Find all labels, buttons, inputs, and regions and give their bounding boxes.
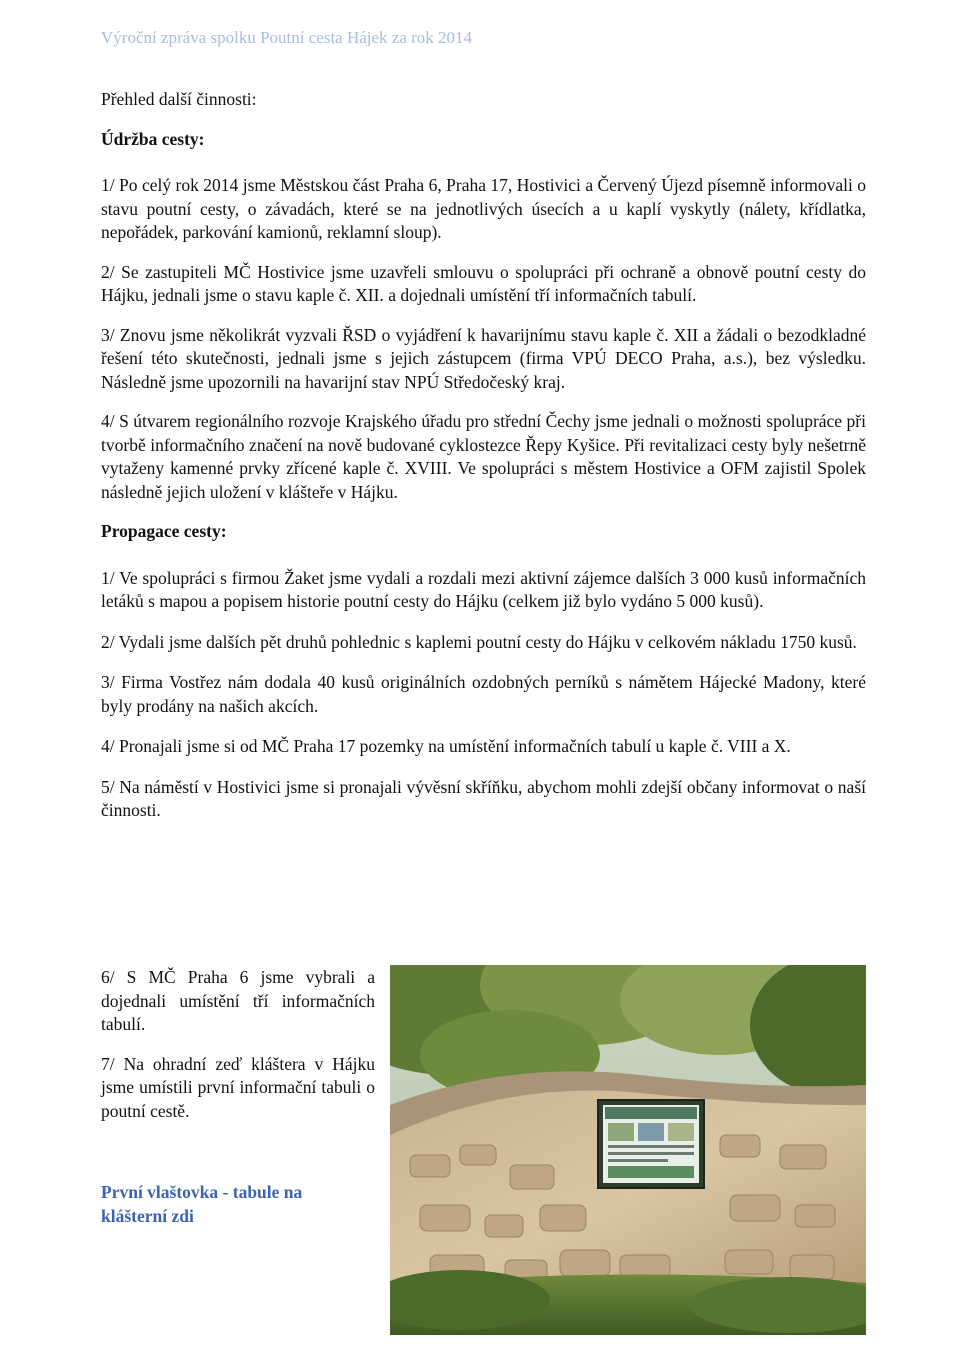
promotion-item-1: 1/ Ve spolupráci s firmou Žaket jsme vydali a rozdali mezi aktivní zájemce dalších 3 000 kusů informačních letáků s mapou a popisem historie poutní cesty do Hájku (celkem již bylo vydáno 5 000 kusů).	[101, 567, 866, 611]
maintenance-item-1: 1/ Po celý rok 2014 jsme Městskou část Praha 6, Praha 17, Hostivici a Červený Újezd písemně informovali o stavu poutní cesty, o závadách, které se na jednotlivých úsecích a u kaplí vyskytly (nálety, křídlatka, nepořádek, parkování kamionů, reklamní sloup).	[101, 175, 866, 242]
running-header: Výroční zpráva spolku Poutní cesta Hájek za rok 2014	[101, 28, 473, 47]
maintenance-item-3: 3/ Znovu jsme několikrát vyzvali ŘSD o vyjádření k havarijnímu stavu kaple č. XII a žádali o bezodkladné řešení této skutečnosti, jednali jsme s jejich zástupcem (firma VPÚ DECO Praha, a.s.), bez výsledku. Následně jsme upozornili na havarijní stav NPÚ Středočeský kraj.	[101, 324, 866, 392]
wall-sign-photo	[390, 965, 866, 1335]
maintenance-item-4: 4/ S útvarem regionálního rozvoje Krajského úřadu pro střední Čechy jsme jednali o možnosti spolupráce při tvorbě informačního značení na nově budované cyklostezce Řepy Kyšice. Při revitalizaci cesty byly nešetrně vytaženy kamenné prvky zřícené kaple č. XVIII. Ve spolupráci s městem Hostivice a OFM zajistil Spolek následně jejich uložení v klášteře v Hájku.	[101, 411, 866, 502]
promotion-item-3: 3/ Firma Vostřez nám dodala 40 kusů originálních ozdobných perníků s námětem Hájecké Madony, které byly prodány na našich akcích.	[101, 672, 866, 716]
promotion-item-4: 4/ Pronajali jsme si od MČ Praha 17 pozemky na umístění informačních tabulí u kaple č. VIII a X.	[101, 736, 791, 756]
promotion-item-7: 7/ Na ohradní zeď kláštera v Hájku jsme umístili první informační tabuli o poutní cestě.	[101, 1053, 375, 1121]
promotion-item-2: 2/ Vydali jsme dalších pět druhů pohlednic s kaplemi poutní cesty do Hájku v celkovém nákladu 1750 kusů.	[101, 631, 857, 652]
maintenance-heading: Údržba cesty:	[101, 128, 205, 149]
main-content	[101, 88, 866, 839]
maintenance-item-2: 2/ Se zastupiteli MČ Hostivice jsme uzavřeli smlouvu o spolupráci při ochraně a obnově poutní cesty do Hájku, jednali jsme o stavu kaple č. XII. a dojednali umístění tří informačních tabulí.	[101, 261, 866, 305]
intro-heading: Přehled další činnosti:	[101, 89, 257, 109]
promotion-item-6: 6/ S MČ Praha 6 jsme vybrali a dojednali umístění tří informačních tabulí.	[101, 967, 375, 1034]
promotion-heading: Propagace cesty:	[101, 521, 227, 541]
photo-wall-sign-icon	[390, 965, 866, 1335]
photo-caption: První vlaštovka - tabule na klášterní zdi	[101, 1182, 303, 1226]
side-text-block	[101, 966, 375, 1139]
promotion-item-5: 5/ Na náměstí v Hostivici jsme si pronajali vývěsní skříňku, abychom mohli zdejší občany informovat o naší činnosti.	[101, 776, 866, 820]
